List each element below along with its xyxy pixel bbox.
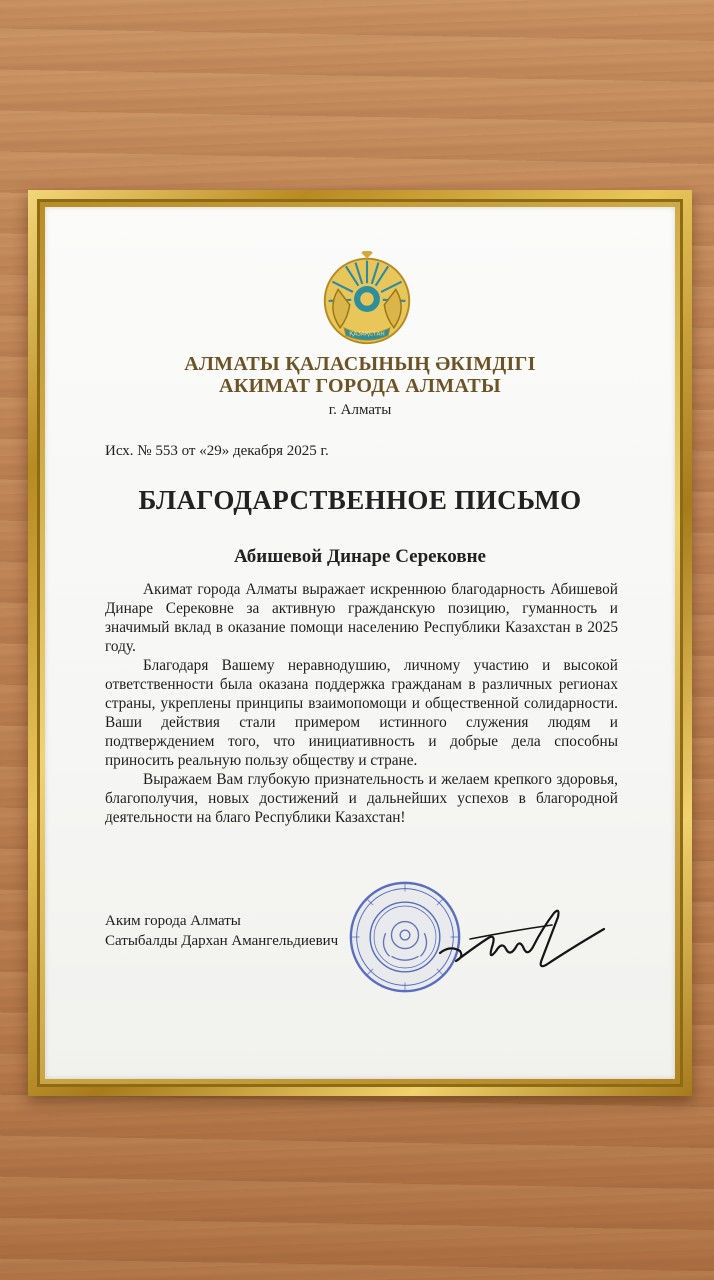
recipient-name: Абишевой Динаре Серековне (234, 546, 486, 567)
letter-paper (45, 207, 675, 1079)
reference-number: Исх. № 553 от «29» декабря 2025 г. (105, 443, 329, 459)
emblem-ribbon-text: ҚАЗАҚСТАН (349, 331, 385, 338)
paragraph: Выражаем Вам глубокую признательность и желаем крепкого здоровья, благополучия, новых достижений и дальнейших успехов в благородной деятельности на благо Республики Казахстан! (105, 771, 618, 826)
city-label: г. Алматы (328, 402, 392, 418)
frame-inner (37, 199, 683, 1087)
signer-name: Сатыбалды Дархан Амангельдиевич (105, 933, 339, 949)
letter-body (105, 580, 618, 827)
signature (430, 895, 610, 985)
signer-position: Аким города Алматы (105, 913, 241, 929)
letter-title: БЛАГОДАРСТВЕННОЕ ПИСЬМО (138, 485, 582, 515)
paragraph: Благодаря Вашему неравнодушию, личному участию и высокой ответственности была оказана поддержка гражданам в различных регионах страны, укреплены принципы взаимопомощи и общественной солидарности. Ваши действия стали примером истинного служения людям и подтверждением того, что инициативность и добрые дела способны приносить реальную пользу обществу и стране. (105, 657, 618, 769)
signer-block (105, 911, 338, 951)
header-kazakh: АЛМАТЫ ҚАЛАСЫНЫҢ ӘКІМДІГІ (184, 353, 536, 375)
paragraph: Акимат города Алматы выражает искреннюю благодарность Абишевой Динаре Серековне за активную гражданскую позицию, гуманность и значимый вклад в оказание помощи населению Республики Казахстан в 2025 году. (105, 581, 618, 655)
picture-frame (28, 190, 692, 1096)
state-emblem-icon (319, 251, 415, 347)
header-russian: АКИМАТ ГОРОДА АЛМАТЫ (219, 375, 501, 397)
